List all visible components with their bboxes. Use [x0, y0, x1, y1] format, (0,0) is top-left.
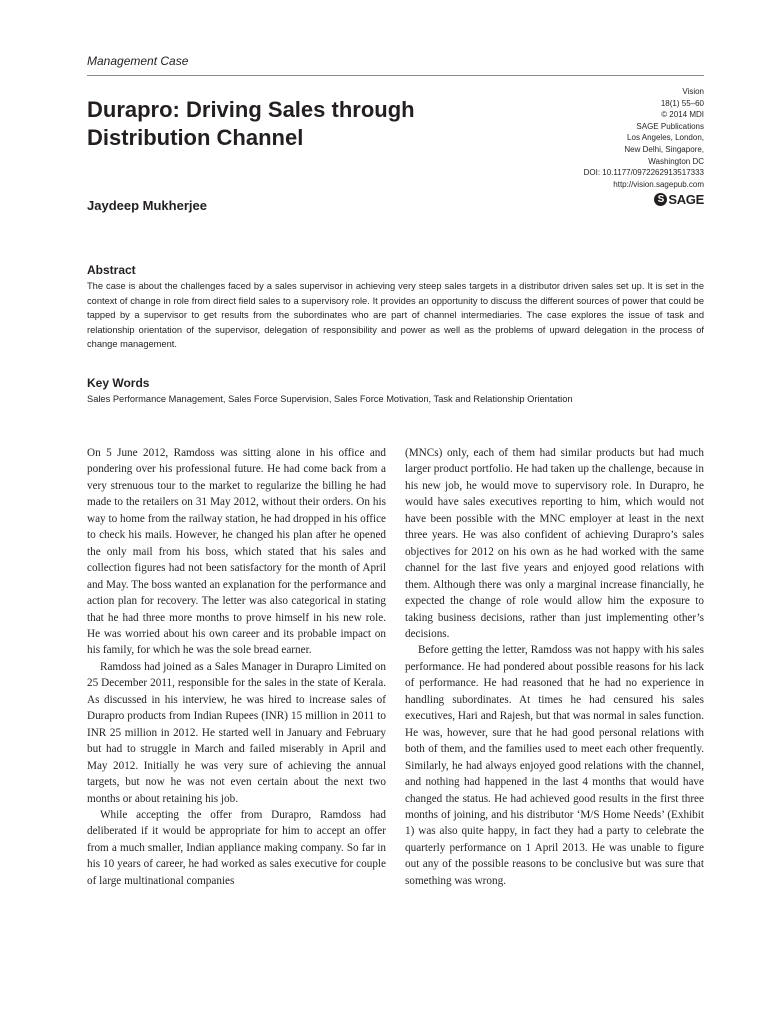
sage-logo	[654, 191, 704, 207]
journal-name: Vision	[682, 87, 704, 96]
body-paragraph: Ramdoss had joined as a Sales Manager in Durapro Limited on 25 December 2011, responsible for the sales in the state of Kerala. As discussed in his interview, he was hired to increase sales of Durapro products from Indian Rupees (INR) 15 million in 2011 to INR 25 million in 2012. He started well in January and February but had to struggle in March and failed miserably in April and May 2012. Initially he was very sure of achieving the annual targets, but now he was not even certain about the next two months or about retaining his job.	[87, 660, 386, 805]
body-paragraph: On 5 June 2012, Ramdoss was sitting alone in his office and pondering over his professional future. He had come back from a very strenuous tour to the market to regularize the billing he had made to the retailers on 31 May 2012, without their orders. On his way to home from the railway station, he had dropped in his office to check his mails. However, he changed his plan after he opened the only mail from his boss, which stated that his sales and collection figures had not been satisfactory for the month of April and May. The boss wanted an explanation for the performance and action plan for recovery. The letter was also categorical in stating that he had three more months to prove himself in his new role. He was worried about his own career and its probable impact on his family, for which he was the sole bread earner.	[87, 447, 386, 657]
sage-logo-text: SAGE	[668, 191, 704, 207]
journal-url: http://vision.sagepub.com	[613, 179, 704, 189]
body-paragraph: Before getting the letter, Ramdoss was not happy with his sales performance. He had pondered about possible reasons for his lack of performance. He had reasoned that he had no experience in handling subordinates. At times he had censured his sales executives, Hari and Rajesh, but that was normal in sales function. He was, however, sure that he had good personal relations with both of them, and the families used to meet each other frequently. Similarly, he had always enjoyed good relations with the channel, and nothing had happened in the last 4 months that would have changed the status. He had achieved good results in the first three months of joining, and his distributor ‘M/S Home Needs’ (Exhibit 1) was also quite happy, in fact they had a party to celebrate the quarterly performance on 1 April 2013. He was unable to figure out any of the possible reasons to be conclusive but was sure that something was wrong.	[405, 644, 704, 887]
section-label: Management Case	[87, 54, 189, 68]
journal-locations-1: Los Angeles, London,	[627, 133, 704, 143]
abstract-text: The case is about the challenges faced by a sales supervisor in achieving very steep sales targets in a distributor driven sales set up. It is set in the context of change in role from direct field sales to a supervisory role. It provides an opportunity to discuss the different sources of power that could be tapped by a supervisor to get results from the subordinates who are part of channel intermediaries. The case explores the issue of task and relationship orientation of the supervisor, delegation of responsibility and power as well as the problems of upward delegation in the process of change management.	[87, 281, 704, 350]
journal-doi: DOI: 10.1177/0972262913517333	[583, 168, 704, 178]
author-name: Jaydeep Mukherjee	[87, 198, 207, 213]
journal-meta	[484, 86, 704, 190]
keywords-text: Sales Performance Management, Sales Force Supervision, Sales Force Motivation, Task and Relationship Orientation	[87, 394, 573, 404]
article-title: Durapro: Driving Sales through Distribution Channel	[87, 97, 415, 150]
journal-copyright: © 2014 MDI	[661, 110, 704, 120]
journal-locations-3: Washington DC	[648, 156, 704, 166]
journal-volume: 18(1) 55–60	[660, 98, 704, 108]
header-divider	[87, 75, 704, 76]
body-paragraph: (MNCs) only, each of them had similar products but had much larger product portfolio. He had taken up the challenge, because in his new job, he would move to supervisory role. In Durapro, he would have sales executives reporting to him, which would not have been possible with the MNC employer at least in the next three years. He was also confident of achieving Durapro’s sales objectives for 2012 on his own as he had worked with the same channel for the last five years and enjoyed good relations with them. Although there was only a marginal increase financially, he expected the change of role would allow him the exposure to taking business decisions, rather than just implementing other’s decisions.	[405, 447, 704, 640]
body-column-right	[405, 445, 704, 889]
abstract-heading: Abstract	[87, 263, 136, 277]
body-column-left	[87, 445, 386, 889]
body-paragraph: While accepting the offer from Durapro, Ramdoss had deliberated if it would be appropriate for him to accept an offer from a much smaller, Indian appliance making company. So far in his 10 years of career, he had worked as sales executive for couple of large multinational companies	[87, 808, 386, 887]
journal-locations-2: New Delhi, Singapore,	[624, 144, 704, 154]
keywords-heading: Key Words	[87, 376, 150, 390]
sage-s-icon: S	[654, 193, 667, 206]
journal-publisher: SAGE Publications	[636, 121, 704, 131]
